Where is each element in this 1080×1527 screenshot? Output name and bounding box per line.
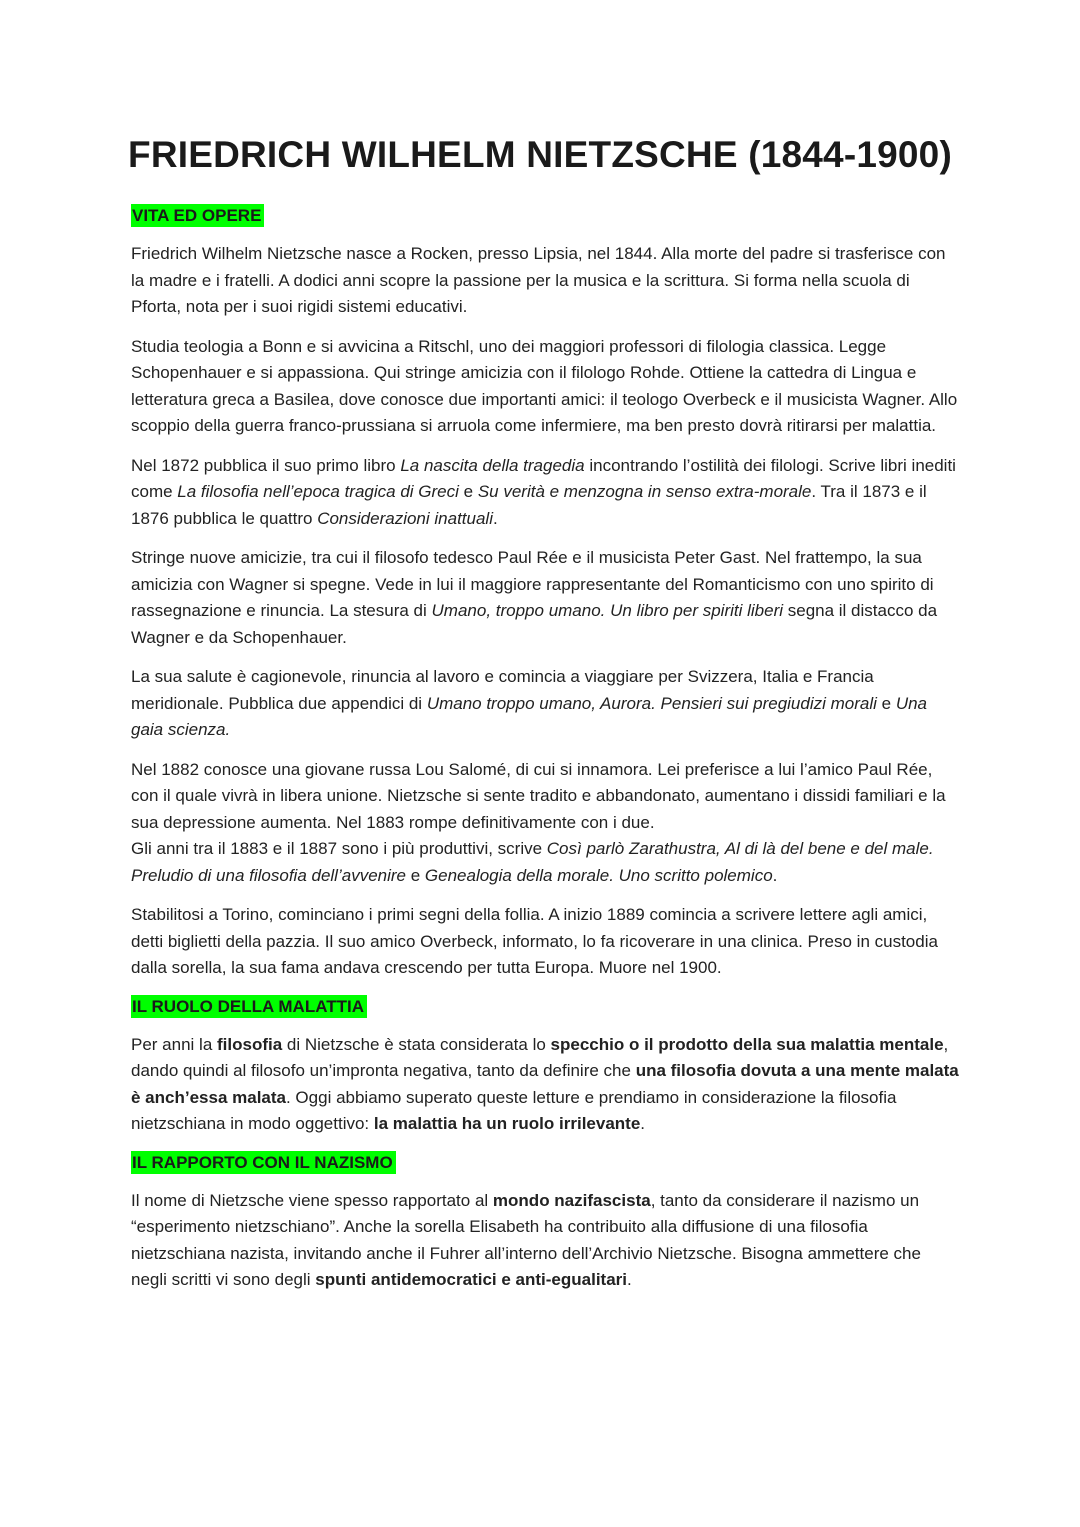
book-title: Genealogia della morale. Uno scritto polemico (424, 865, 773, 885)
section-heading-malattia (131, 995, 961, 1018)
highlighted-heading: IL RUOLO DELLA MALATTIA (131, 995, 367, 1018)
paragraph-malattia (131, 1032, 961, 1138)
text-run: La sua salute è cagionevole, rinuncia al lavoro e comincia a viaggiare per Svizzera, Italia e Francia meridionale. Pubblica due appendici di (131, 667, 874, 713)
text-run: Stringe nuove amicizie, tra cui il filosofo tedesco Paul Rée e il musicista Peter Gast. Nel frattempo, la sua amicizia con Wagner si spegne. Vede in lui il maggiore rappresentante del Romanticismo con uno spirito di rassegnazione e rinuncia. La stesura di (131, 548, 934, 620)
book-title: Una gaia scienza. (131, 693, 927, 739)
text-run: . (492, 508, 498, 528)
text-run: . Oggi abbiamo superato queste letture e prendiamo in considerazione la filosofia nietzschiana in modo oggettivo: (131, 1087, 897, 1133)
highlighted-heading: VITA ED OPERE (131, 204, 264, 227)
paragraph-vita-5 (131, 664, 961, 744)
document-body (131, 204, 961, 1307)
bold-text: spunti antidemocratici e anti-egualitari (315, 1270, 627, 1289)
bold-text: la malattia ha un ruolo irrilevante (373, 1114, 641, 1133)
text-run: . (772, 865, 778, 885)
paragraph-vita-4 (131, 545, 961, 651)
book-title: Umano troppo umano, Aurora. Pensieri sui pregiudizi morali (426, 693, 877, 713)
text-run: e (876, 693, 896, 713)
book-title: Così parlò Zarathustra, Al di là del bene e del male. Preludio di una filosofia dell’avvenire (131, 839, 934, 885)
bold-text: filosofia (217, 1034, 283, 1054)
text-run: Gli anni tra il 1883 e il 1887 sono i più produttivi, scrive (131, 839, 547, 858)
book-title: Umano, troppo umano. Un libro per spiriti liberi (431, 601, 784, 620)
bold-text: specchio o il prodotto della sua malattia mentale (550, 1034, 944, 1054)
page-title: FRIEDRICH WILHELM NIETZSCHE (1844-1900) (128, 134, 952, 175)
text-run: Il nome di Nietzsche viene spesso rapportato al (131, 1190, 493, 1210)
text-run: . (627, 1270, 632, 1289)
text-run: , dando quindi al filosofo un’impronta negativa, tanto da definire che (131, 1034, 949, 1080)
bold-text: mondo nazifascista (492, 1190, 651, 1210)
paragraph-vita-3 (131, 453, 961, 533)
paragraph-vita-7 (131, 836, 961, 889)
text-run: segna il distacco da Wagner e da Schopenhauer. (131, 601, 938, 647)
text-run: e (458, 482, 478, 501)
text-run: Nel 1872 pubblica il suo primo libro (131, 455, 401, 475)
text-run: . Tra il 1873 e il 1876 pubblica le quattro (131, 482, 927, 528)
paragraph-nazismo (131, 1188, 961, 1294)
text-run: e (406, 865, 425, 885)
text-run: Per anni la (131, 1034, 217, 1054)
text-run: , tanto da considerare il nazismo un “esperimento nietzschiano”. Anche la sorella Elisabeth ha contribuito alla diffusione di una filosofia nietzschiana nazista, invitando anche il Fuhrer all’interno dell’Archivio Nietzsche. Bisogna ammettere che negli scritti vi sono degli (131, 1190, 921, 1289)
paragraph-vita-1: Friedrich Wilhelm Nietzsche nasce a Rocken, presso Lipsia, nel 1844. Alla morte del padre si trasferisce con la madre e i fratelli. A dodici anni scopre la passione per la musica e la scrittura. Si forma nella scuola di Pforta, nota per i suoi rigidi sistemi educativi. (131, 244, 946, 316)
book-title: La filosofia nell’epoca tragica di Greci (177, 482, 459, 501)
paragraph-vita-6: Nel 1882 conosce una giovane russa Lou Salomé, di cui si innamora. Lei preferisce a lui l’amico Paul Rée, con il quale vivrà in libera unione. Nietzsche si sente tradito e abbandonato, aumentano i dissidi familiari e la sua depressione aumenta. Nel 1883 rompe definitivamente con i due. (131, 759, 946, 832)
book-title: La nascita della tragedia (400, 455, 585, 475)
book-title: Considerazioni inattuali (317, 508, 493, 528)
paragraph-vita-2: Studia teologia a Bonn e si avvicina a Ritschl, uno dei maggiori professori di filologia classica. Legge Schopenhauer e si appassiona. Qui stringe amicizia con il filologo Rohde. Ottiene la cattedra di Lingua e letteratura greca a Basilea, dove conosce due importanti amici: il teologo Overbeck e il musicista Wagner. Allo scoppio della guerra franco-prussiana si arruola come infermiere, ma ben presto dovrà ritirarsi per malattia. (131, 336, 958, 435)
text-run: incontrando l’ostilità dei filologi. Scrive libri inediti come (131, 455, 956, 501)
bold-text: una filosofia dovuta a una mente malata è anch’essa malata (131, 1061, 959, 1107)
text-run: di Nietzsche è stata considerata lo (282, 1034, 551, 1054)
section-heading-nazismo (131, 1151, 961, 1174)
paragraph-vita-8: Stabilitosi a Torino, cominciano i primi segni della follia. A inizio 1889 comincia a scrivere lettere agli amici, detti biglietti della pazzia. Il suo amico Overbeck, informato, lo fa ricoverare in una clinica. Preso in custodia dalla sorella, la sua fama andava crescendo per tutta Europa. Muore nel 1900. (131, 905, 938, 977)
highlighted-heading: IL RAPPORTO CON IL NAZISMO (131, 1151, 396, 1174)
section-heading-vita (131, 204, 961, 227)
book-title: Su verità e menzogna in senso extra-morale (477, 482, 812, 501)
text-run: . (640, 1114, 646, 1133)
